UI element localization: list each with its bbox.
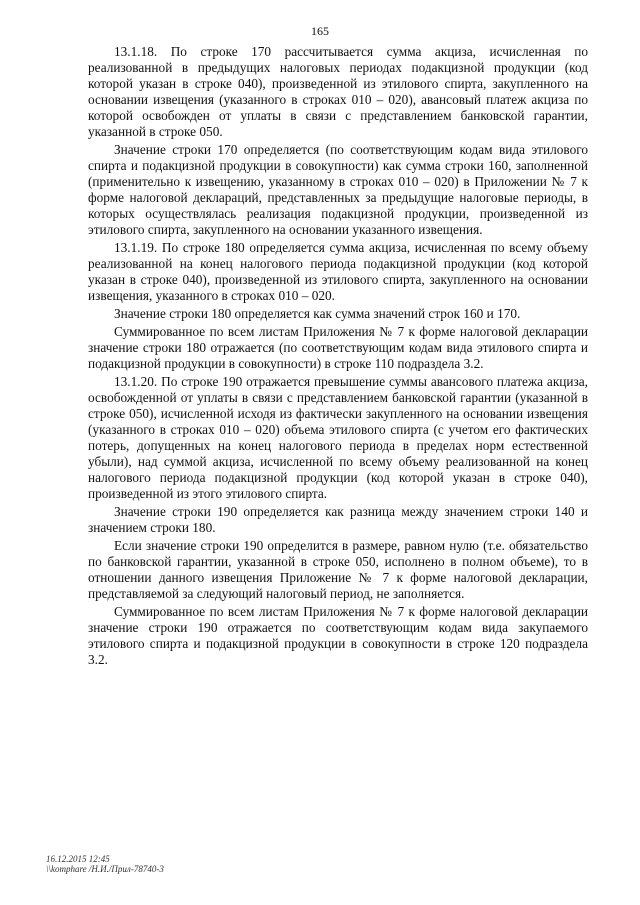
paragraph-line-190-value: Значение строки 190 определяется как разница между значением строки 140 и значением строки 180.	[88, 504, 588, 535]
footer-file-path: \\komphare /Н.И./Прил-78740-3	[46, 864, 164, 874]
document-body	[88, 44, 588, 670]
paragraph-line-190-summary: Суммированное по всем листам Приложения № 7 к форме налоговой декларации значение строки 190 отражается по соответствующим кодам вида закупаемого этилового спирта и подакцизной продукции в совокупности в строке 120 подраздела 3.2.	[88, 604, 588, 667]
footer-stamp	[46, 854, 164, 874]
paragraph-line-180-value: Значение строки 180 определяется как сумма значений строк 160 и 170.	[114, 306, 521, 321]
paragraph-line-170-value: Значение строки 170 определяется (по соответствующим кодам вида этилового спирта и подакцизной продукции в совокупности) как сумма строки 160, заполненной (применительно к извещению, указанному в строках 010 – 020) в Приложении № 7 к форме налоговой деклараций, представленных за предыдущие налоговые периоды, в которых осуществлялась реализация подакцизной продукции, произведенной из этилового спирта, закупленного на основании указанного извещения.	[88, 142, 588, 237]
paragraph-13-1-19: 13.1.19. По строке 180 определяется сумма акциза, исчисленная по всему объему реализованной на конец налогового периода подакцизной продукции (код которой указан в строке 040), произведенной из этилового спирта, закупленного на основании извещения, указанного в строках 010 – 020.	[88, 240, 588, 303]
footer-timestamp: 16.12.2015 12:45	[46, 854, 110, 864]
page-number: 165	[311, 24, 329, 38]
paragraph-line-190-zero: Если значение строки 190 определится в размере, равном нулю (т.е. обязательство по банковской гарантии, указанной в строке 050, исполнено в полном объеме), то в отношении данного извещения Приложение № 7 к форме налоговой декларации, представляемой за следующий налоговый период, не заполняется.	[88, 538, 588, 601]
paragraph-13-1-18: 13.1.18. По строке 170 рассчитывается сумма акциза, исчисленная по реализованной в предыдущих налоговых периодах подакцизной продукции (код которой указан в строке 040), произведенной из этилового спирта, закупленного на основании извещения (указанного в строках 010 – 020), авансовый платеж акциза по которой освобожден от уплаты в связи с представлением банковской гарантии, указанной в строке 050.	[88, 44, 588, 139]
paragraph-line-180-summary: Суммированное по всем листам Приложения № 7 к форме налоговой декларации значение строки 180 отражается (по соответствующим кодам вида этилового спирта и подакцизной продукции в совокупности) в строке 110 подраздела 3.2.	[88, 324, 588, 371]
paragraph-13-1-20: 13.1.20. По строке 190 отражается превышение суммы авансового платежа акциза, освобожденной от уплаты в связи с представлением банковской гарантии (указанной в строке 050), исчисленной исходя из фактически закупленного на основании извещения (указанного в строках 010 – 020) объема этилового спирта (с учетом его фактических потерь, допущенных на конец налогового периода в пределах норм естественной убыли), над суммой акциза, исчисленной по всему объему реализованной на конец налогового периода подакцизной продукции (код которой указан в строке 040), произведенной из этого этилового спирта.	[88, 374, 588, 501]
